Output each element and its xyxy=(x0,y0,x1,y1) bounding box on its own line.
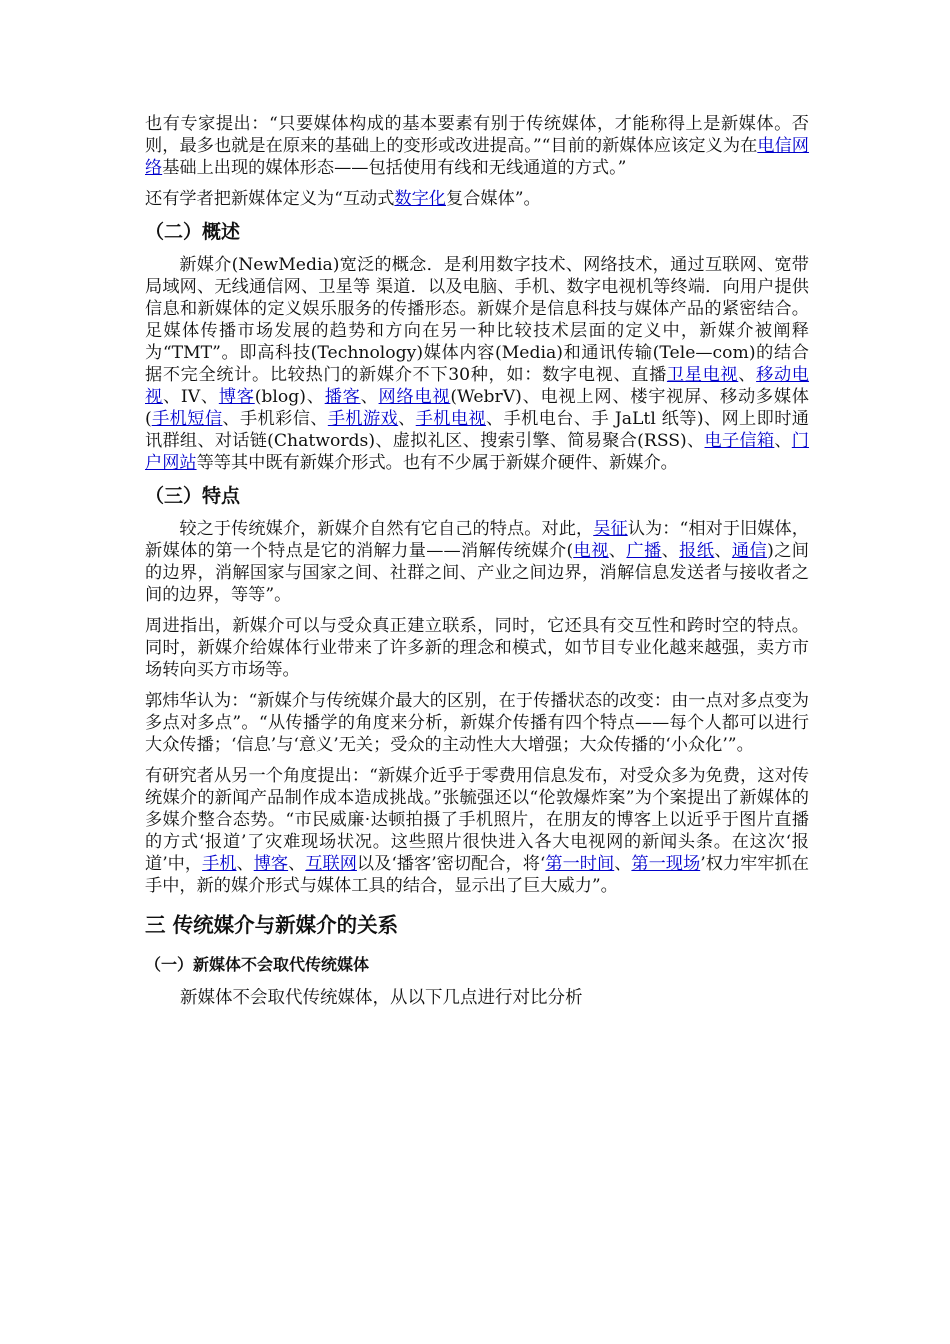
paragraph-scholar-definition xyxy=(145,188,809,210)
text-run: (WebrV)、电视上网、楼宇视屏、移动多媒体( xyxy=(145,387,809,429)
inline-link[interactable]: 卫星电视 xyxy=(666,365,739,385)
text-run: 、IV、 xyxy=(162,387,219,407)
inline-link[interactable]: 电信网络 xyxy=(145,136,809,178)
inline-link[interactable]: 数字化 xyxy=(394,189,446,209)
heading-overview: （二）概述 xyxy=(145,221,241,243)
text-run: 、 xyxy=(661,541,680,561)
document-page xyxy=(145,113,809,1011)
paragraph-researchers xyxy=(145,765,809,897)
text-run: ’权力牢牢抓在手中，新的媒介形式与媒体工具的结合，显示出了巨大威力”。 xyxy=(145,854,809,896)
inline-link[interactable]: 广播 xyxy=(626,541,662,561)
inline-link[interactable]: 电视 xyxy=(573,541,609,561)
inline-link[interactable]: 移动电视 xyxy=(145,365,809,407)
text-run: 、 xyxy=(738,365,757,385)
inline-link[interactable]: 报纸 xyxy=(679,541,715,561)
text-run: 周进指出，新媒介可以与受众真正建立联系，同时，它还具有交互性和跨时空的特点。同时，新媒介给媒体行业带来了许多新的理念和模式，如节目专业化越来越强，卖方市场转向买方市场等。 xyxy=(145,616,809,680)
paragraph-wu-zheng xyxy=(145,518,809,606)
paragraph-guo-weihua xyxy=(145,690,809,756)
text-run: 较之于传统媒介，新媒介自然有它自己的特点。对此， xyxy=(179,519,594,539)
heading-relation: 三 传统媒介与新媒介的关系 xyxy=(145,913,399,937)
inline-link[interactable]: 播客 xyxy=(324,387,361,407)
text-run: 、 xyxy=(774,431,792,451)
inline-link[interactable]: 第一现场 xyxy=(631,854,701,874)
text-run: 有研究者从另一个角度提出：“新媒介近乎于零费用信息发布，对受众多为免费，这对传统媒介的新闻产品制作成本造成挑战。”张毓强还以“伦敦爆炸案”为个案提出了新媒体的多媒介整合态势。“市民威廉·达顿拍摄了手机照片，在朋友的博客上以近乎于图片直播的方式‘报道’了灾难现场状况。这些照片很快进入各大电视网的新闻头条。在这次‘报道’中， xyxy=(145,766,809,874)
inline-link[interactable]: 博客 xyxy=(253,854,289,874)
paragraph-comparison-intro: 新媒体不会取代传统媒体，从以下几点进行对比分析 xyxy=(180,988,583,1008)
inline-link[interactable]: 第一时间 xyxy=(545,854,615,874)
text-run: 、 xyxy=(608,541,627,561)
inline-link[interactable]: 互联网 xyxy=(305,854,357,874)
text-run: 郭炜华认为：“新媒介与传统媒介最大的区别，在于传播状态的改变：由一点对多点变为多点对多点”。“从传播学的角度来分析，新媒介传播有四个特点——每个人都可以进行大众传播；‘信息’与‘意义’无关；受众的主动性大大增强；大众传播的‘小众化’”。 xyxy=(145,691,809,755)
heading-features: （三）特点 xyxy=(145,485,241,507)
paragraph-zhou-jin xyxy=(145,615,809,681)
inline-link[interactable]: 吴征 xyxy=(593,519,628,539)
text-run: 以及‘播客’密切配合，将‘ xyxy=(356,854,546,874)
text-run: 、 xyxy=(714,541,732,561)
inline-link[interactable]: 手机短信 xyxy=(151,409,223,429)
inline-link[interactable]: 手机 xyxy=(202,854,237,874)
heading-not-replace: （一）新媒体不会取代传统媒体 xyxy=(145,955,370,974)
text-run: 还有学者把新媒体定义为“互动式 xyxy=(145,189,395,209)
text-run: 、 xyxy=(614,854,632,874)
inline-link[interactable]: 网络电视 xyxy=(378,387,451,407)
inline-link[interactable]: 电子信箱 xyxy=(704,431,775,451)
inline-link[interactable]: 手机游戏 xyxy=(327,409,399,429)
text-run: 复合媒体”。 xyxy=(446,189,541,209)
inline-link[interactable]: 门户网站 xyxy=(145,431,809,473)
text-run: )之间的边界，消解国家与国家之间、社群之间、产业之间边界，消解信息发送者与接收者之间的边界，等等”。 xyxy=(145,541,809,605)
text-run: 、手机彩信、 xyxy=(222,409,328,429)
text-run: 、 xyxy=(398,409,416,429)
inline-link[interactable]: 博客 xyxy=(218,387,255,407)
text-run: 新媒介(NewMedia)宽泛的概念．是利用数字技术、网络技术，通过互联网、宽带局域网、无线通信网、卫星等 渠道．以及电脑、手机、数字电视机等终端．向用户提供信息和新媒体的定义娱乐服务的传播形态。新媒介是信息科技与媒体产品的紧密结合。足媒体传播市场发展的趋势和方向在另一种比较技术层面的定义中，新媒介被阐释为“TMT”。即高科技(Technology)媒体内容(Media)和通讯传输(Tele—com)的结合据不完全统计。比较热门的新媒介不下30种，如：数字电视、直播 xyxy=(145,255,809,385)
text-run: 也有专家提出：“只要媒体构成的基本要素有别于传统媒体，才能称得上是新媒体。否则，最多也就是在原来的基础上的变形或改进提高。”“目前的新媒体应该定义为在 xyxy=(145,114,809,156)
text-run: 等等其中既有新媒介形式。也有不少属于新媒介硬件、新媒介。 xyxy=(196,453,678,473)
text-run: 认为：“相对于旧媒体，新媒体的第一个特点是它的消解力量——消解传统媒介( xyxy=(145,519,809,561)
inline-link[interactable]: 通信 xyxy=(731,541,768,561)
text-run: 基础上出现的媒体形态——包括使用有线和无线通道的方式。” xyxy=(162,158,627,178)
paragraph-expert-definition xyxy=(145,113,809,179)
inline-link[interactable]: 手机电视 xyxy=(415,409,487,429)
text-run: 、 xyxy=(288,854,306,874)
text-run: (blog)、 xyxy=(254,387,325,407)
text-run: 、 xyxy=(360,387,379,407)
text-run: 、 xyxy=(236,854,254,874)
text-run: 、手机电台、手 JaLtl 纸等)、网上即时通讯群组、对话链(Chatwords)、虚拟礼区、搜索引擎、简易聚合(RSS)、 xyxy=(145,409,809,451)
paragraph-overview xyxy=(145,254,809,474)
